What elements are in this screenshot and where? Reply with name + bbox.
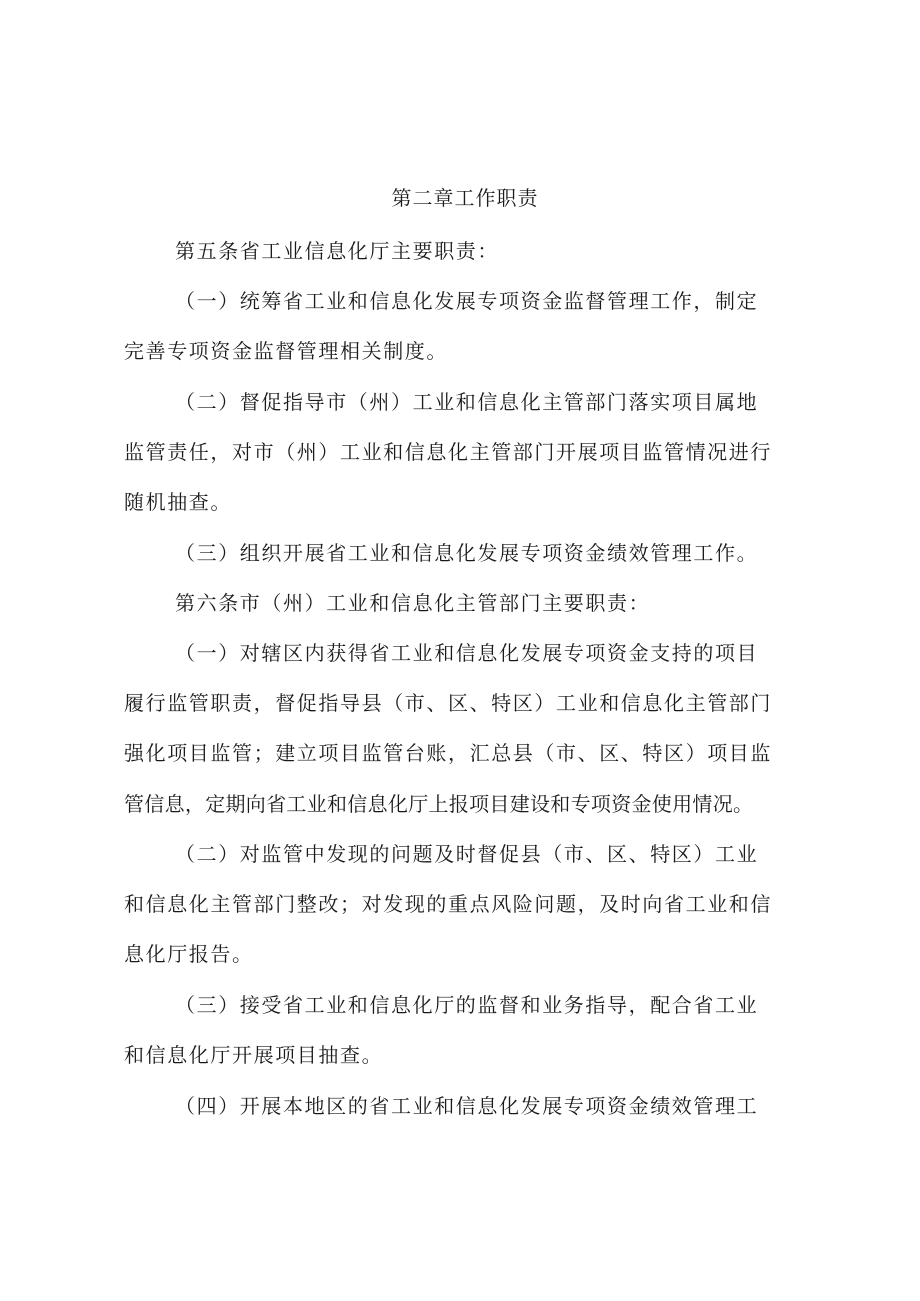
article-6-heading: 第六条市（州）工业和信息化主管部门主要职责： xyxy=(175,591,651,615)
paragraph-line: 和信息化厅开展项目抽查。 xyxy=(124,1043,384,1067)
paragraph-line: 管信息，定期向省工业和信息化厅上报项目建设和专项资金使用情况。 xyxy=(124,792,754,816)
chapter-title: 第二章工作职责 xyxy=(391,186,539,210)
paragraph-line: 履行监管职责，督促指导县（市、区、特区）工业和信息化主管部门 xyxy=(124,691,772,715)
paragraph-line: （三）接受省工业和信息化厅的监督和业务指导，配合省工业 xyxy=(175,993,759,1017)
paragraph-line: 强化项目监管；建立项目监管台账，汇总县（市、区、特区）项目监 xyxy=(124,741,772,765)
paragraph-line: 监管责任，对市（州）工业和信息化主管部门开展项目监管情况进行 xyxy=(124,440,772,464)
article-5-heading: 第五条省工业信息化厅主要职责： xyxy=(175,239,499,263)
paragraph-line: （一）统筹省工业和信息化发展专项资金监督管理工作，制定 xyxy=(175,289,759,313)
paragraph-line: 随机抽查。 xyxy=(124,490,232,514)
paragraph-line: （一）对辖区内获得省工业和信息化发展专项资金支持的项目 xyxy=(175,641,759,665)
paragraph-line: （二）督促指导市（州）工业和信息化主管部门落实项目属地 xyxy=(175,390,759,414)
paragraph-line: 息化厅报告。 xyxy=(124,942,254,966)
paragraph-line: 和信息化主管部门整改；对发现的重点风险问题，及时向省工业和信 xyxy=(124,892,772,916)
paragraph-line: （三）组织开展省工业和信息化发展专项资金绩效管理工作。 xyxy=(175,541,759,565)
paragraph-line: （四）开展本地区的省工业和信息化发展专项资金绩效管理工 xyxy=(175,1094,759,1118)
paragraph-line: 完善专项资金监督管理相关制度。 xyxy=(124,339,448,363)
paragraph-line: （二）对监管中发现的问题及时督促县（市、区、特区）工业 xyxy=(175,842,759,866)
